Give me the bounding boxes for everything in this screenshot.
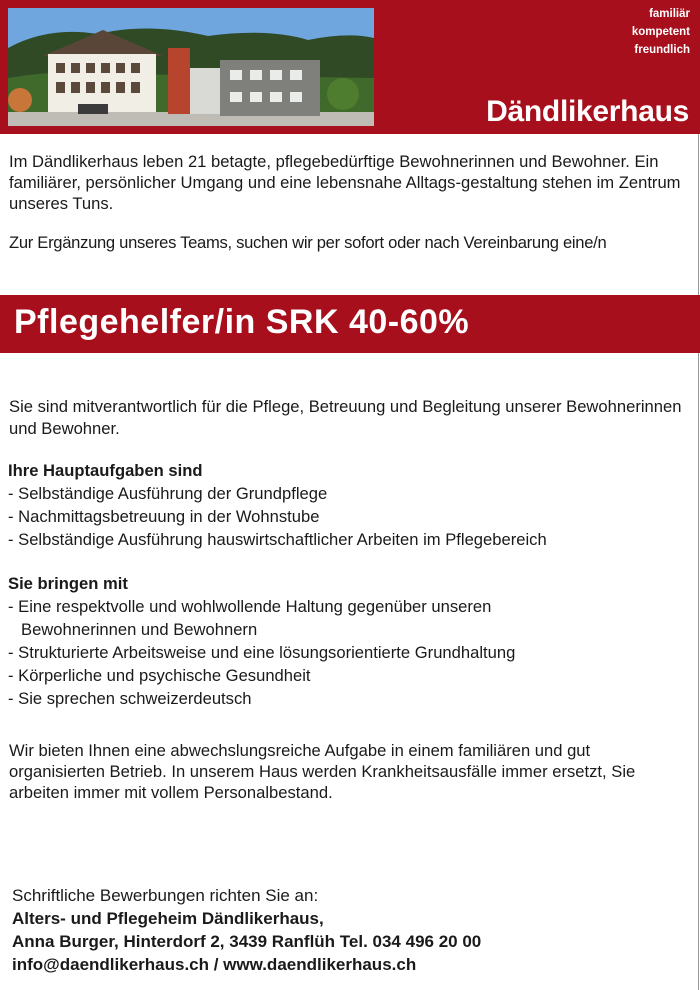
tasks-heading: Ihre Hauptaufgaben sind [8,461,203,480]
contact-address: Anna Burger, Hinterdorf 2, 3439 Ranflüh Tel. 034 496 20 00 [12,932,482,951]
tagline-familiar: familiär [649,8,690,20]
job-title: Pflegehelfer/in SRK 40-60% [14,303,470,341]
contact-intro: Schriftliche Bewerbungen richten Sie an: [12,886,319,905]
requirement-item-continued: Bewohnerinnen und Bewohnern [21,620,258,639]
task-item: - Selbständige Ausführung hauswirtschaftlicher Arbeiten im Pflegebereich [8,530,547,549]
contact-block [12,884,481,976]
offer-text: Wir bieten Ihnen eine abwechslungsreiche Aufgabe in einem familiären und gut organisierten Betrieb. In unserem Haus werden Krankheitsausfälle immer ersetzt, Sie arbeiten immer mit vollem Personalbestand. [9,741,636,802]
contact-organization: Alters- und Pflegeheim Dändlikerhaus, [12,909,324,928]
requirement-item: - Strukturierte Arbeitsweise und eine lösungsorientierte Grundhaltung [8,643,516,662]
requirements-heading: Sie bringen mit [8,574,128,593]
taglines [632,5,690,59]
tagline-friendly: freundlich [634,44,690,56]
task-item: - Nachmittagsbetreuung in der Wohnstube [8,507,320,526]
requirements-section [8,572,515,710]
contact-web[interactable]: info@daendlikerhaus.ch / www.daendlikerhaus.ch [12,955,417,974]
tasks-section [8,459,547,551]
header-banner [0,0,700,134]
building-photo [8,8,374,126]
responsibility-text: Sie sind mitverantwortlich für die Pflege, Betreuung und Begleitung unserer Bewohnerinnen und Bewohner. [9,397,682,438]
intro-search-text: Zur Ergänzung unseres Teams, suchen wir per sofort oder nach Vereinbarung eine/n [9,233,607,252]
requirement-item: - Körperliche und psychische Gesundheit [8,666,311,685]
requirement-item: - Sie sprechen schweizerdeutsch [8,689,252,708]
brand-name: Dändlikerhaus [486,95,689,128]
tagline-competent: kompetent [631,26,690,38]
requirement-item: - Eine respektvolle und wohlwollende Haltung gegenüber unseren [8,597,492,616]
task-item: - Selbständige Ausführung der Grundpflege [8,484,328,503]
intro-text: Im Dändlikerhaus leben 21 betagte, pflegebedürftige Bewohnerinnen und Bewohner. Ein familiärer, persönlicher Umgang und eine lebensnahe Alltags-gestaltung stehen im Zentrum unseres Tuns. [9,152,681,213]
